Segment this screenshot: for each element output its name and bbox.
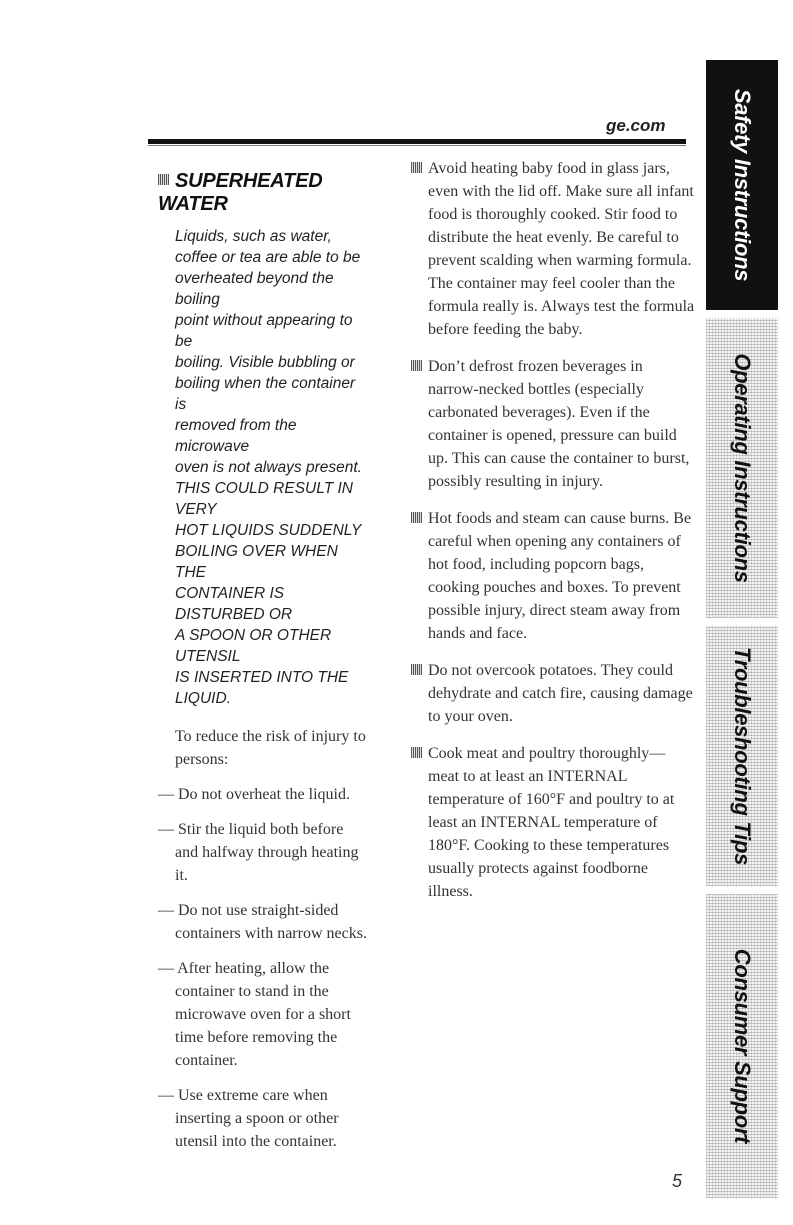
square-bullet-icon <box>411 512 422 523</box>
tab-troubleshooting-tips[interactable]: Troubleshooting Tips <box>706 626 778 886</box>
list-item: — Do not use straight-sided containers with narrow necks. <box>158 902 367 942</box>
tab-operating-instructions[interactable]: Operating Instructions <box>706 318 778 618</box>
reduce-risk-text: To reduce the risk of injury to persons: <box>175 728 366 768</box>
list-item: Do not overcook potatoes. They could dehydrate and catch fire, causing damage to your oven. <box>411 659 696 728</box>
right-column <box>411 157 696 917</box>
tab-safety-instructions[interactable]: Safety Instructions <box>706 60 778 310</box>
list-item: Avoid heating baby food in glass jars, even with the lid off. Make sure all infant food is thoroughly cooked. Stir food to distribute the heat evenly. Be careful to prevent scalding when warming formula. The container may feel cooler than the formula really is. Always test the formula before feeding the baby. <box>411 157 696 341</box>
page-number: 5 <box>672 1171 683 1191</box>
section-title: SUPERHEATED WATER <box>158 170 323 215</box>
left-column <box>158 170 368 1153</box>
list-item: Cook meat and poultry thoroughly—meat to at least an INTERNAL temperature of 160°F and poultry to at least an INTERNAL temperature of 180°F. Cooking to these temperatures usually protects against foodborne illness. <box>411 742 696 903</box>
square-bullet-icon <box>411 747 422 758</box>
square-bullet-icon <box>158 174 169 185</box>
intro-text: Liquids, such as water, coffee or tea are able to be overheated beyond the boiling point without appearing to be boiling. Visible bubbling or boiling when the container is removed from the microwave oven is not always present. THIS COULD RESULT IN VERY HOT LIQUIDS SUDDENLY BOILING OVER WHEN THE CONTAINER IS DISTURBED OR A SPOON OR OTHER UTENSIL IS INSERTED INTO THE LIQUID. <box>175 228 362 707</box>
square-bullet-icon <box>411 162 422 173</box>
side-tabs <box>706 60 778 1198</box>
list-item: — Stir the liquid both before and halfway through heating it. <box>158 821 359 884</box>
list-item: Hot foods and steam can cause burns. Be careful when opening any containers of hot food, including popcorn bags, cooking pouches and boxes. To prevent possible injury, direct steam away from hands and face. <box>411 507 696 645</box>
header-rule-thin <box>148 145 686 146</box>
tab-consumer-support[interactable]: Consumer Support <box>706 894 778 1198</box>
square-bullet-icon <box>411 664 422 675</box>
square-bullet-icon <box>411 360 422 371</box>
header-url: ge.com <box>606 116 666 135</box>
list-item: Don’t defrost frozen beverages in narrow-necked bottles (especially carbonated beverages). Even if the container is opened, pressure can build up. This can cause the container to burst, possibly resulting in injury. <box>411 355 696 493</box>
list-item: — Use extreme care when inserting a spoon or other utensil into the container. <box>158 1087 339 1150</box>
header-rule <box>148 139 686 144</box>
list-item: — Do not overheat the liquid. <box>158 786 350 803</box>
list-item: — After heating, allow the container to stand in the microwave oven for a short time before removing the container. <box>158 960 351 1069</box>
